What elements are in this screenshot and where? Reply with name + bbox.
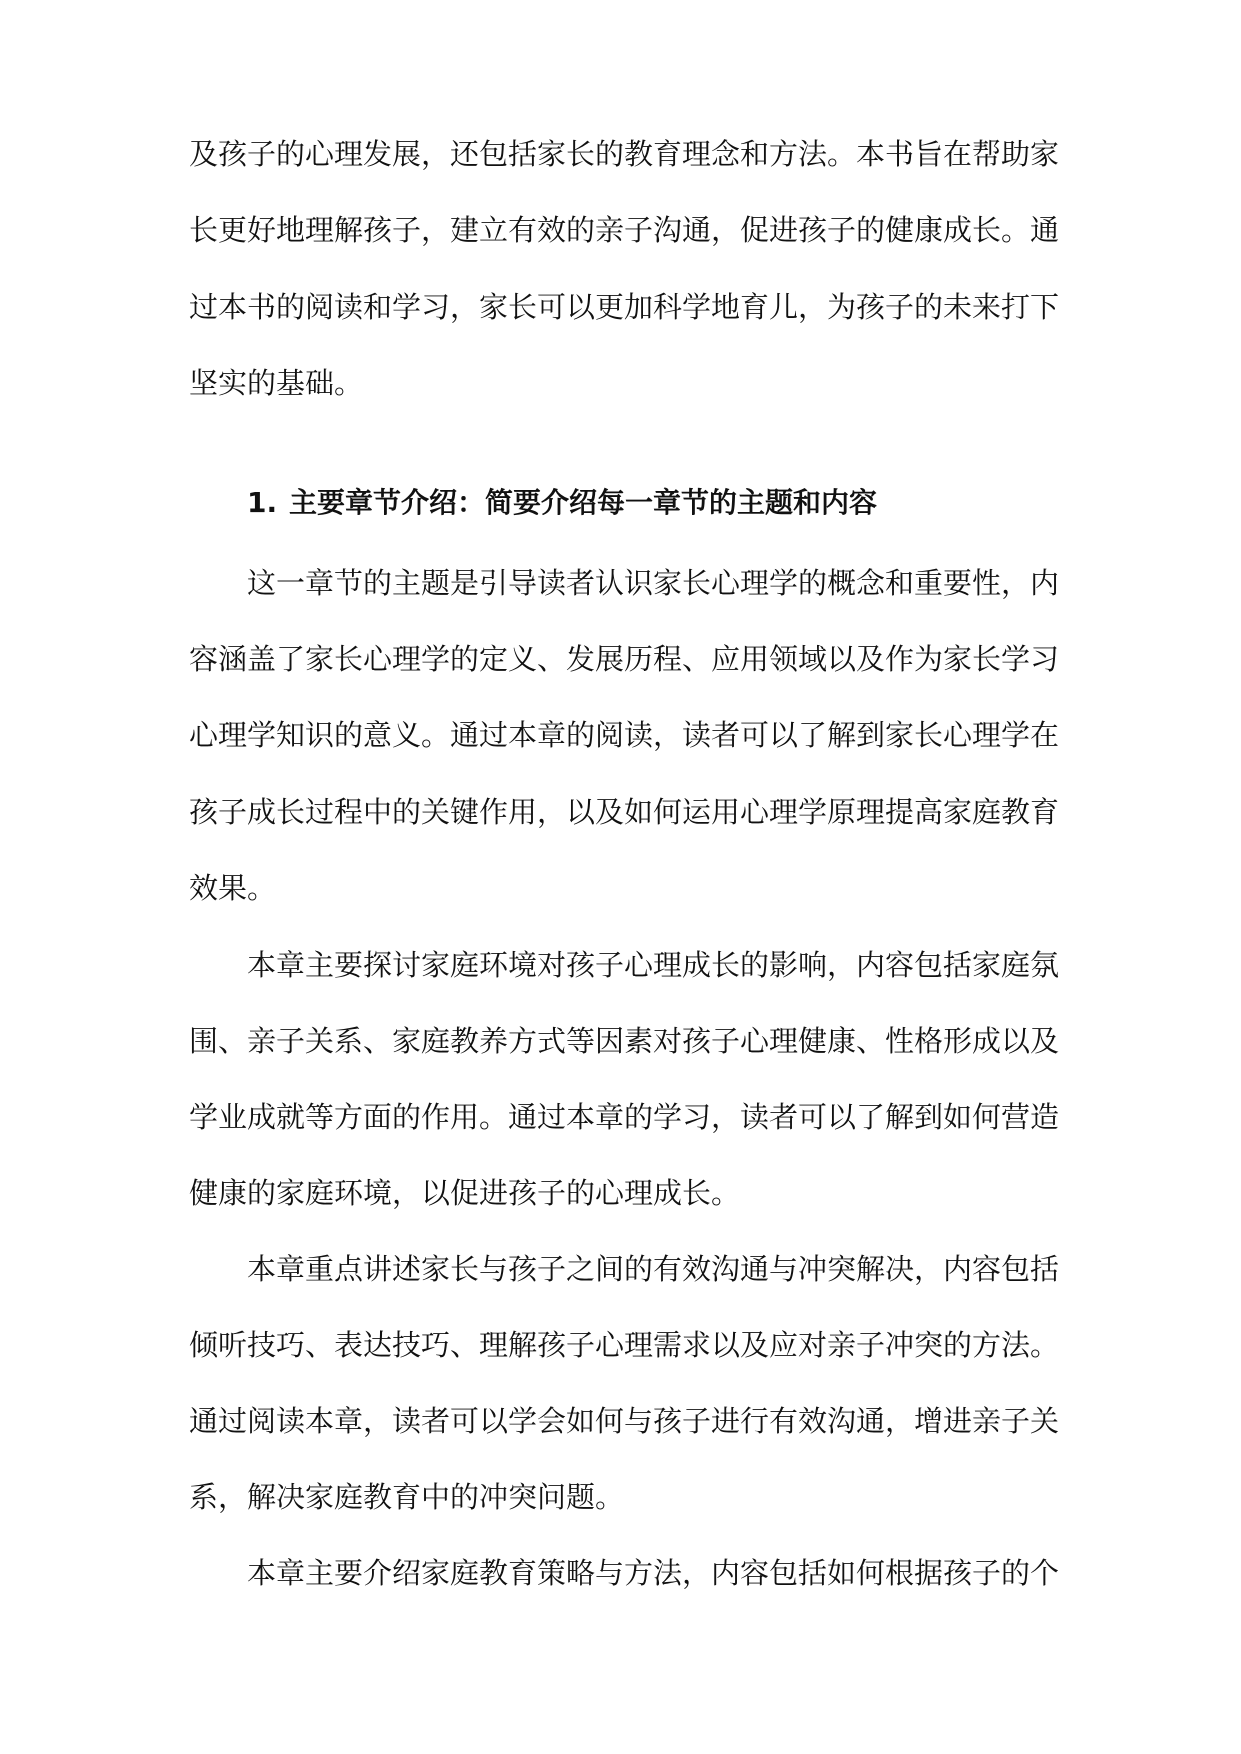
paragraph-2-line-3: 学业成就等方面的作用。通过本章的学习，读者可以了解到如何营造 [189, 1100, 1060, 1134]
paragraph-2-line-1: 本章主要探讨家庭环境对孩子心理成长的影响，内容包括家庭氛 [247, 948, 1060, 982]
paragraph-3-line-3: 通过阅读本章，读者可以学会如何与孩子进行有效沟通，增进亲子关 [189, 1404, 1060, 1438]
paragraph-1-line-1: 这一章节的主题是引导读者认识家长心理学的概念和重要性，内 [247, 566, 1060, 600]
section-heading [247, 483, 877, 523]
paragraph-1-line-4: 孩子成长过程中的关键作用，以及如何运用心理学原理提高家庭教育 [189, 795, 1060, 829]
intro-line-2: 长更好地理解孩子，建立有效的亲子沟通，促进孩子的健康成长。通 [189, 213, 1060, 247]
intro-line-4: 坚实的基础。 [189, 366, 364, 400]
section-heading-text: 主要章节介绍：简要介绍每一章节的主题和内容 [289, 486, 878, 519]
section-heading-number: 1. [247, 486, 278, 519]
intro-line-3: 过本书的阅读和学习，家长可以更加科学地育儿，为孩子的未来打下 [189, 290, 1060, 324]
paragraph-1-line-2: 容涵盖了家长心理学的定义、发展历程、应用领域以及作为家长学习 [189, 642, 1060, 676]
paragraph-3-line-1: 本章重点讲述家长与孩子之间的有效沟通与冲突解决，内容包括 [247, 1252, 1060, 1286]
paragraph-2-line-4: 健康的家庭环境，以促进孩子的心理成长。 [189, 1176, 741, 1210]
intro-line-1: 及孩子的心理发展，还包括家长的教育理念和方法。本书旨在帮助家 [189, 137, 1060, 171]
paragraph-3-line-4: 系，解决家庭教育中的冲突问题。 [189, 1480, 625, 1514]
paragraph-1-line-3: 心理学知识的意义。通过本章的阅读，读者可以了解到家长心理学在 [189, 718, 1060, 752]
paragraph-2-line-2: 围、亲子关系、家庭教养方式等因素对孩子心理健康、性格形成以及 [189, 1024, 1060, 1058]
paragraph-3-line-2: 倾听技巧、表达技巧、理解孩子心理需求以及应对亲子冲突的方法。 [189, 1328, 1060, 1362]
paragraph-1-line-5: 效果。 [189, 871, 277, 905]
paragraph-4-line-1: 本章主要介绍家庭教育策略与方法，内容包括如何根据孩子的个 [247, 1556, 1060, 1590]
